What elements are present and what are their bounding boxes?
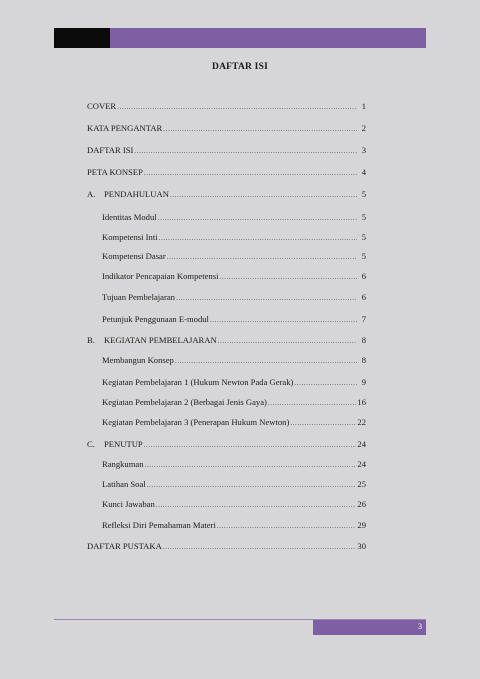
- toc-entry[interactable]: [102, 458, 366, 470]
- toc-entry-label: Kompetensi Inti: [102, 232, 158, 242]
- toc-entry-label: COVER: [87, 101, 117, 111]
- toc-entry-label: PENDAHULUAN: [104, 189, 169, 199]
- toc-entry-label: DAFTAR PUSTAKA: [87, 541, 162, 551]
- toc-entry-label: Refleksi Diri Pemahaman Materi: [102, 520, 216, 530]
- toc-entry[interactable]: [87, 144, 366, 156]
- toc-dot-leader: [294, 378, 357, 388]
- toc-entry[interactable]: [102, 354, 366, 366]
- toc-entry-page: 8: [361, 335, 366, 345]
- toc-entry[interactable]: [102, 313, 366, 325]
- toc-dot-leader: [210, 315, 357, 325]
- toc-entry-label: Kegiatan Pembelajaran 2 (Berbagai Jenis Gaya): [102, 397, 267, 407]
- toc-entry-label: KEGIATAN PEMBELAJARAN: [104, 335, 217, 345]
- toc-entry-label: Kunci Jawaban: [102, 499, 155, 509]
- toc-entry[interactable]: [87, 188, 366, 200]
- toc-entry[interactable]: [102, 519, 366, 531]
- toc-entry-page: 4: [361, 167, 366, 177]
- toc-entry-label: Kegiatan Pembelajaran 1 (Hukum Newton Pada Gerak): [102, 377, 294, 387]
- toc-entry-label: Tujuan Pembelajaran: [102, 292, 175, 302]
- toc-dot-leader: [134, 146, 357, 156]
- toc-entry-page: 22: [357, 417, 366, 427]
- toc-entry[interactable]: [102, 211, 366, 223]
- header-purple-bar: [110, 28, 426, 48]
- toc-entry[interactable]: [102, 376, 366, 388]
- toc-entry-page: 9: [361, 377, 366, 387]
- toc-dot-leader: [268, 398, 357, 408]
- toc-entry-number: B.: [87, 335, 95, 345]
- toc-dot-leader: [145, 460, 357, 470]
- toc-entry-page: 1: [361, 101, 366, 111]
- toc-dot-leader: [117, 102, 357, 112]
- toc-entry-page: 2: [361, 123, 366, 133]
- toc-dot-leader: [144, 440, 357, 450]
- toc-entry-label: Indikator Pencapaian Kompetensi: [102, 271, 219, 281]
- toc-entry-label: Kompetensi Dasar: [102, 251, 166, 261]
- toc-entry-label: Latihan Soal: [102, 479, 146, 489]
- toc-entry-label: PETA KONSEP: [87, 167, 143, 177]
- toc-entry-page: 30: [357, 541, 366, 551]
- toc-entry-number: C.: [87, 439, 95, 449]
- toc-entry-page: 24: [357, 439, 366, 449]
- toc-dot-leader: [163, 542, 357, 552]
- toc-dot-leader: [175, 356, 357, 366]
- toc-entry-page: 5: [361, 251, 366, 261]
- toc-dot-leader: [147, 480, 357, 490]
- footer-page-box: [313, 620, 426, 635]
- toc-entry[interactable]: [102, 291, 366, 303]
- toc-dot-leader: [167, 252, 357, 262]
- toc-entry[interactable]: [102, 250, 366, 262]
- toc-dot-leader: [176, 293, 357, 303]
- toc-dot-leader: [217, 521, 357, 531]
- toc-entry-page: 3: [361, 145, 366, 155]
- toc-dot-leader: [290, 418, 356, 428]
- toc-entry-page: 6: [361, 271, 366, 281]
- toc-entry-page: 29: [357, 520, 366, 530]
- toc-entry-label: PENUTUP: [104, 439, 143, 449]
- toc-entry-page: 25: [357, 479, 366, 489]
- toc-entry-label: DAFTAR ISI: [87, 145, 134, 155]
- toc-entry-page: 6: [361, 292, 366, 302]
- toc-entry[interactable]: [102, 416, 366, 428]
- toc-dot-leader: [159, 233, 357, 243]
- toc-entry-page: 16: [357, 397, 366, 407]
- toc-entry-label: Petunjuk Penggunaan E-modul: [102, 314, 209, 324]
- toc-entry[interactable]: [102, 270, 366, 282]
- toc-entry-number: A.: [87, 189, 96, 199]
- toc-entry[interactable]: [102, 396, 366, 408]
- toc-dot-leader: [170, 190, 357, 200]
- toc-entry-page: 5: [361, 212, 366, 222]
- toc-entry[interactable]: [87, 100, 366, 112]
- toc-entry[interactable]: [102, 478, 366, 490]
- toc-entry-page: 5: [361, 232, 366, 242]
- toc-entry-label: Rangkuman: [102, 459, 144, 469]
- toc-entry[interactable]: [102, 498, 366, 510]
- toc-dot-leader: [219, 272, 357, 282]
- toc-entry[interactable]: [87, 166, 366, 178]
- toc-entry-label: Kegiatan Pembelajaran 3 (Penerapan Hukum Newton): [102, 417, 290, 427]
- toc-entry-label: Membangun Konsep: [102, 355, 174, 365]
- toc-dot-leader: [156, 500, 357, 510]
- toc-entry-page: 24: [357, 459, 366, 469]
- toc-entry-page: 5: [361, 189, 366, 199]
- toc-entry[interactable]: [87, 334, 366, 346]
- toc-entry-label: KATA PENGANTAR: [87, 123, 163, 133]
- toc-dot-leader: [144, 168, 357, 178]
- toc-entry-page: 26: [357, 499, 366, 509]
- toc-entry-page: 8: [361, 355, 366, 365]
- header-black-block: [54, 28, 110, 48]
- toc-dot-leader: [218, 336, 357, 346]
- toc-entry[interactable]: [87, 438, 366, 450]
- toc-entry[interactable]: [87, 540, 366, 552]
- toc-dot-leader: [158, 213, 357, 223]
- page-title: DAFTAR ISI: [212, 62, 268, 72]
- page-number: 3: [418, 622, 422, 631]
- toc-entry-label: Identitas Modul: [102, 212, 157, 222]
- toc-entry-page: 7: [361, 314, 366, 324]
- toc-entry[interactable]: [102, 231, 366, 243]
- toc-dot-leader: [163, 124, 357, 134]
- toc-entry[interactable]: [87, 122, 366, 134]
